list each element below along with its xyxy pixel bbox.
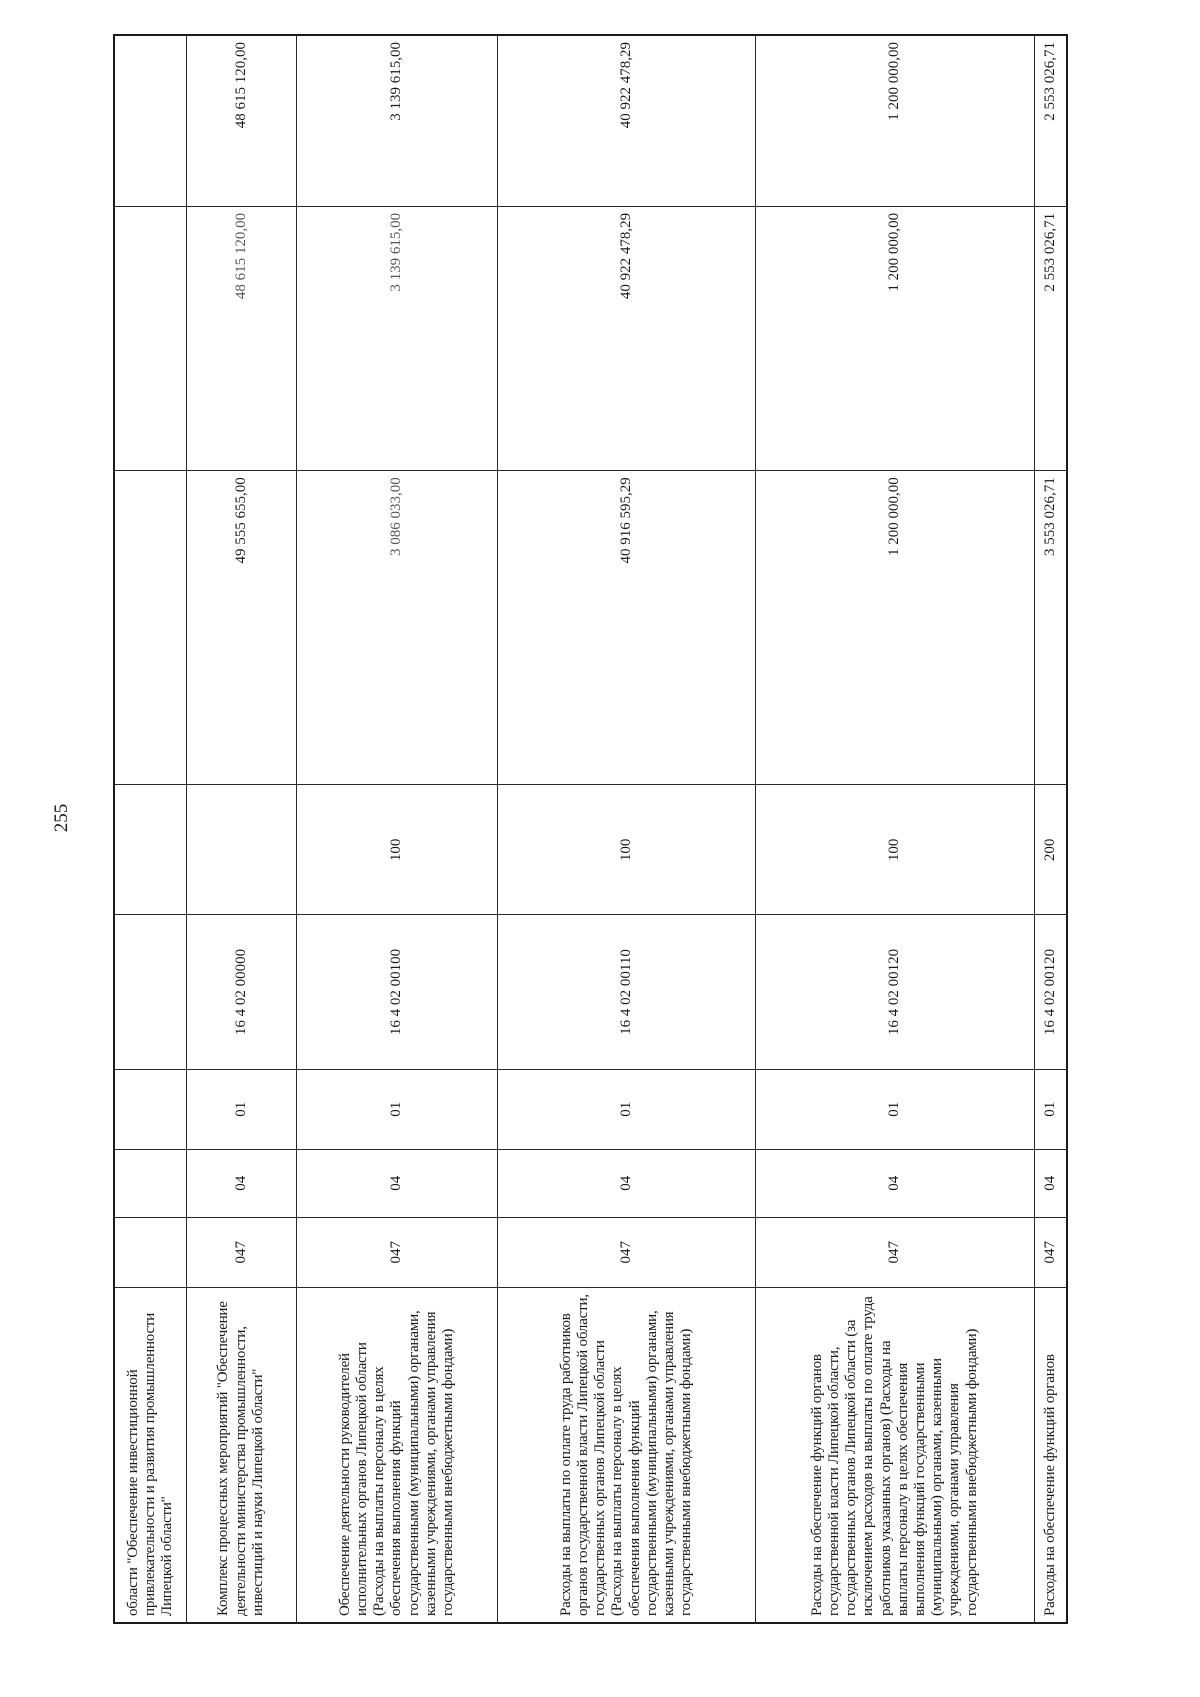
amount-1-cell — [114, 471, 186, 785]
section-code-cell — [114, 1149, 186, 1217]
amount-3-cell: 1 200 000,00 — [756, 35, 1035, 206]
subsection-code-cell: 01 — [186, 1069, 296, 1149]
ministry-code-cell: 047 — [498, 1217, 756, 1287]
target-article-cell — [114, 915, 186, 1070]
row-name-cell: Расходы на обеспечение функций органов — [1034, 1287, 1067, 1623]
amount-2-cell: 40 922 478,29 — [498, 206, 756, 470]
table-row — [186, 35, 296, 1623]
amount-2-cell: 48 615 120,00 — [186, 206, 296, 470]
target-article-cell: 16 4 02 00120 — [756, 915, 1035, 1070]
target-article-cell: 16 4 02 00100 — [296, 915, 498, 1070]
amount-2-cell: 3 139 615,00 — [296, 206, 498, 470]
expense-type-cell — [186, 785, 296, 915]
amount-1-cell: 49 555 655,00 — [186, 471, 296, 785]
amount-1-cell: 3 086 033,00 — [296, 471, 498, 785]
amount-2-cell — [114, 206, 186, 470]
amount-3-cell: 48 615 120,00 — [186, 35, 296, 206]
section-code-cell: 04 — [498, 1149, 756, 1217]
expense-type-cell: 100 — [498, 785, 756, 915]
table-row — [756, 35, 1035, 1623]
table-row — [498, 35, 756, 1623]
amount-1-cell: 3 553 026,71 — [1034, 471, 1067, 785]
subsection-code-cell: 01 — [498, 1069, 756, 1149]
row-name-cell: Комплекс процессных мероприятий "Обеспечение деятельности министерства промышленности, инвестиций и науки Липецкой области" — [186, 1287, 296, 1623]
amount-3-cell — [114, 35, 186, 206]
table-row — [296, 35, 498, 1623]
expense-type-cell: 100 — [756, 785, 1035, 915]
amount-3-cell: 40 922 478,29 — [498, 35, 756, 206]
ministry-code-cell: 047 — [756, 1217, 1035, 1287]
expense-type-cell — [114, 785, 186, 915]
amount-1-cell: 1 200 000,00 — [756, 471, 1035, 785]
row-name-cell: Расходы на выплаты по оплате труда работников органов государственной власти Липецкой области, государственных органов Липецкой области (Расходы на выплаты персоналу в целях обеспечения выполнения функций государственными (муниципальными) органами, казенными учреждениями, органами управления государственными внебюджетными фондами) — [498, 1287, 756, 1623]
section-code-cell: 04 — [1034, 1149, 1067, 1217]
ministry-code-cell: 047 — [1034, 1217, 1067, 1287]
target-article-cell: 16 4 02 00120 — [1034, 915, 1067, 1070]
target-article-cell: 16 4 02 00110 — [498, 915, 756, 1070]
row-name-cell: Расходы на обеспечение функций органов государственной власти Липецкой области, государственных органов Липецкой области (за исключением расходов на выплаты по оплате труда работников указанных органов) (Расходы на выплаты персоналу в целях обеспечения выполнения функций государственными (муниципальными) органами, казенными учреждениями, органами управления государственными внебюджетными фондами) — [756, 1287, 1035, 1623]
expense-type-cell: 200 — [1034, 785, 1067, 915]
amount-3-cell: 2 553 026,71 — [1034, 35, 1067, 206]
table-row — [114, 35, 186, 1623]
page-number: 255 — [51, 803, 72, 833]
rotated-table-wrapper — [113, 34, 1068, 1624]
row-name-cell: Обеспечение деятельности руководителей исполнительных органов Липецкой области (Расходы на выплаты персоналу в целях обеспечения выполнения функций государственными (муниципальными) органами, казенными учреждениями, органами управления государственными внебюджетными фондами) — [296, 1287, 498, 1623]
amount-2-cell: 2 553 026,71 — [1034, 206, 1067, 470]
amount-2-cell: 1 200 000,00 — [756, 206, 1035, 470]
section-code-cell: 04 — [756, 1149, 1035, 1217]
budget-table — [113, 34, 1068, 1624]
subsection-code-cell: 01 — [756, 1069, 1035, 1149]
target-article-cell: 16 4 02 00000 — [186, 915, 296, 1070]
expense-type-cell: 100 — [296, 785, 498, 915]
subsection-code-cell: 01 — [1034, 1069, 1067, 1149]
section-code-cell: 04 — [296, 1149, 498, 1217]
amount-3-cell: 3 139 615,00 — [296, 35, 498, 206]
amount-1-cell: 40 916 595,29 — [498, 471, 756, 785]
subsection-code-cell: 01 — [296, 1069, 498, 1149]
table-row — [1034, 35, 1067, 1623]
ministry-code-cell — [114, 1217, 186, 1287]
section-code-cell: 04 — [186, 1149, 296, 1217]
subsection-code-cell — [114, 1069, 186, 1149]
row-name-cell: области "Обеспечение инвестиционной привлекательности и развития промышленности Липецкой области" — [114, 1287, 186, 1623]
ministry-code-cell: 047 — [296, 1217, 498, 1287]
ministry-code-cell: 047 — [186, 1217, 296, 1287]
